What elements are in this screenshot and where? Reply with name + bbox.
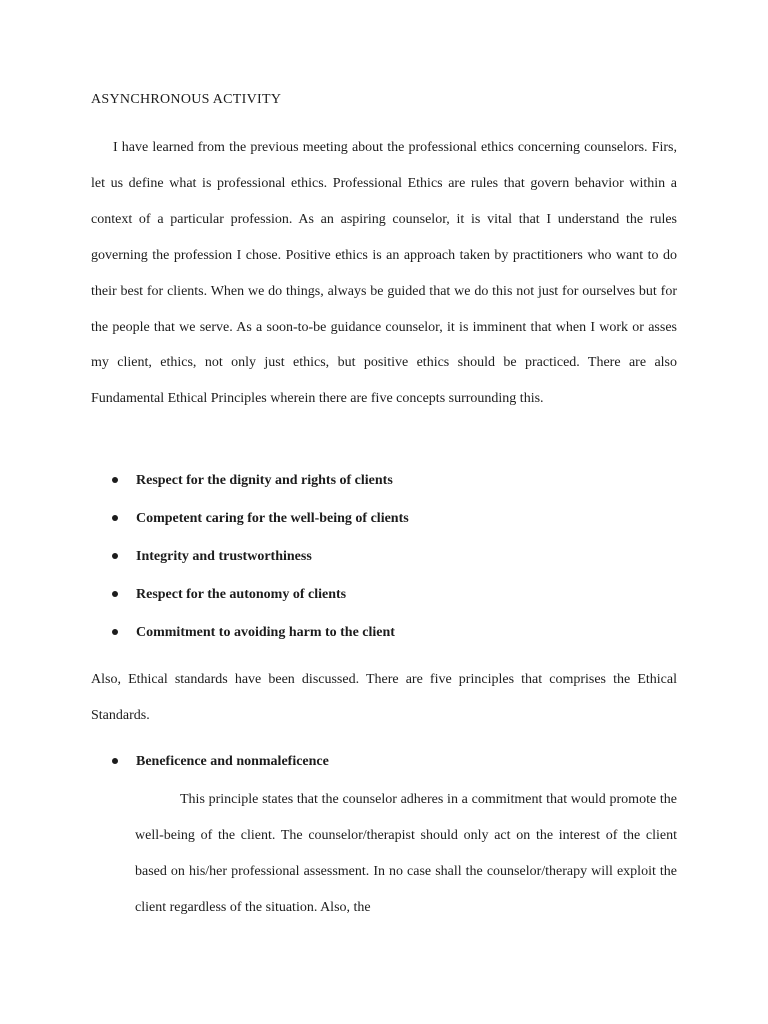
- principle-text: Commitment to avoiding harm to the client: [136, 625, 395, 640]
- bullet-icon: [112, 591, 118, 597]
- document-heading: ASYNCHRONOUS ACTIVITY: [91, 92, 282, 107]
- list-item: [112, 583, 672, 607]
- bullet-icon: [112, 553, 118, 559]
- intro-paragraph: I have learned from the previous meeting about the professional ethics concerning counselors. Firs, let us define what is professional ethics. Professional Ethics are rules that govern behavior within a context of a particular profession. As an aspiring counselor, it is vital that I understand the rules governing the profession I chose. Positive ethics is an approach taken by practitioners who want to do their best for clients. When we do things, always be guided that we do this not just for ourselves but for the people that we serve. As a soon-to-be guidance counselor, it is imminent that when I work or asses my client, ethics, not only just ethics, but positive ethics should be practiced. There are also Fundamental Ethical Principles wherein there are five concepts surrounding this.: [91, 140, 677, 407]
- bullet-icon: [112, 477, 118, 483]
- principle-text: Competent caring for the well-being of clients: [136, 511, 409, 526]
- list-item: [112, 507, 672, 531]
- bullet-icon: [112, 758, 118, 764]
- bullet-icon: [112, 515, 118, 521]
- bullet-icon: [112, 629, 118, 635]
- list-item: [112, 469, 672, 493]
- list-item: [112, 545, 672, 569]
- list-item: [112, 750, 672, 774]
- standard-text: Beneficence and nonmaleficence: [136, 754, 329, 769]
- standards-paragraph: Also, Ethical standards have been discussed. There are five principles that comprises the Ethical Standards.: [91, 672, 677, 723]
- principle-text: Integrity and trustworthiness: [136, 549, 312, 564]
- principle-text: Respect for the dignity and rights of clients: [136, 473, 393, 488]
- beneficence-paragraph: This principle states that the counselor adheres in a commitment that would promote the well-being of the client. The counselor/therapist should only act on the interest of the client based on his/her professional assessment. In no case shall the counselor/therapy will exploit the client regardless of the situation. Also, the: [135, 792, 677, 915]
- principle-text: Respect for the autonomy of clients: [136, 587, 347, 602]
- list-item: [112, 621, 672, 645]
